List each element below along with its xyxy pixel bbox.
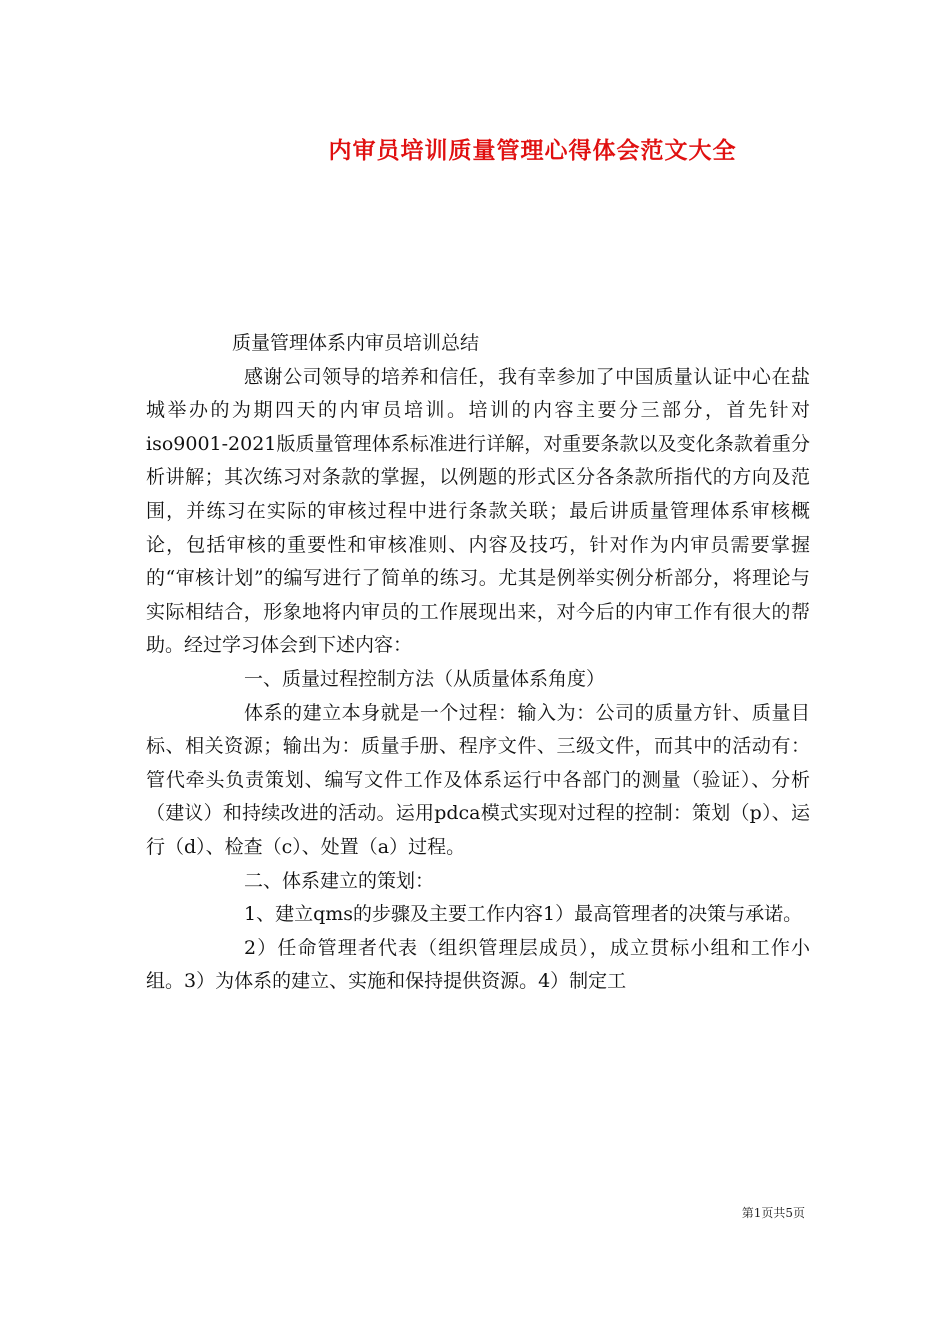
section-heading: 一、质量过程控制方法（从质量体系角度） (244, 667, 606, 690)
paragraph: 1、建立qms的步骤及主要工作内容1）最高管理者的决策与承诺。 (244, 903, 803, 926)
paragraph: 感谢公司领导的培养和信任，我有幸参加了中国质量认证中心在盐城举办的为期四天的内审员培训。培训的内容主要分三部分，首先针对iso9001-2021版质量管理体系标准进行详解，对重要条款以及变化条款着重分析讲解；其次练习对条款的掌握，以例题的形式区分各条款所指代的方向及范围，并练习在实际的审核过程中进行条款关联；最后讲质量管理体系审核概论，包括审核的重要性和审核准则、内容及技巧，针对作为内审员需要掌握的“审核计划”的编写进行了简单的练习。尤其是例举实例分析部分，将理论与实际相结合，形象地将内审员的工作展现出来，对今后的内审工作有很大的帮助。经过学习体会到下述内容： (146, 365, 810, 657)
document-title: 内审员培训质量管理心得体会范文大全 (328, 137, 737, 164)
section-heading: 二、体系建立的策划： (244, 869, 435, 892)
paragraph: 体系的建立本身就是一个过程：输入为：公司的质量方针、质量目标、相关资源；输出为：质量手册、程序文件、三级文件，而其中的活动有：管代牵头负责策划、编写文件工作及体系运行中各部门的测量（验证）、分析（建议）和持续改进的活动。运用pdca模式实现对过程的控制：策划（p）、运行（d）、检查（c）、处置（a）过程。 (146, 701, 810, 858)
paragraph: 2）任命管理者代表（组织管理层成员），成立贯标小组和工作小组。3）为体系的建立、实施和保持提供资源。4）制定工 (146, 936, 810, 993)
page-number: 第1页共5页 (741, 1206, 805, 1220)
section-heading: 质量管理体系内审员培训总结 (232, 332, 480, 354)
document-body (146, 327, 810, 999)
